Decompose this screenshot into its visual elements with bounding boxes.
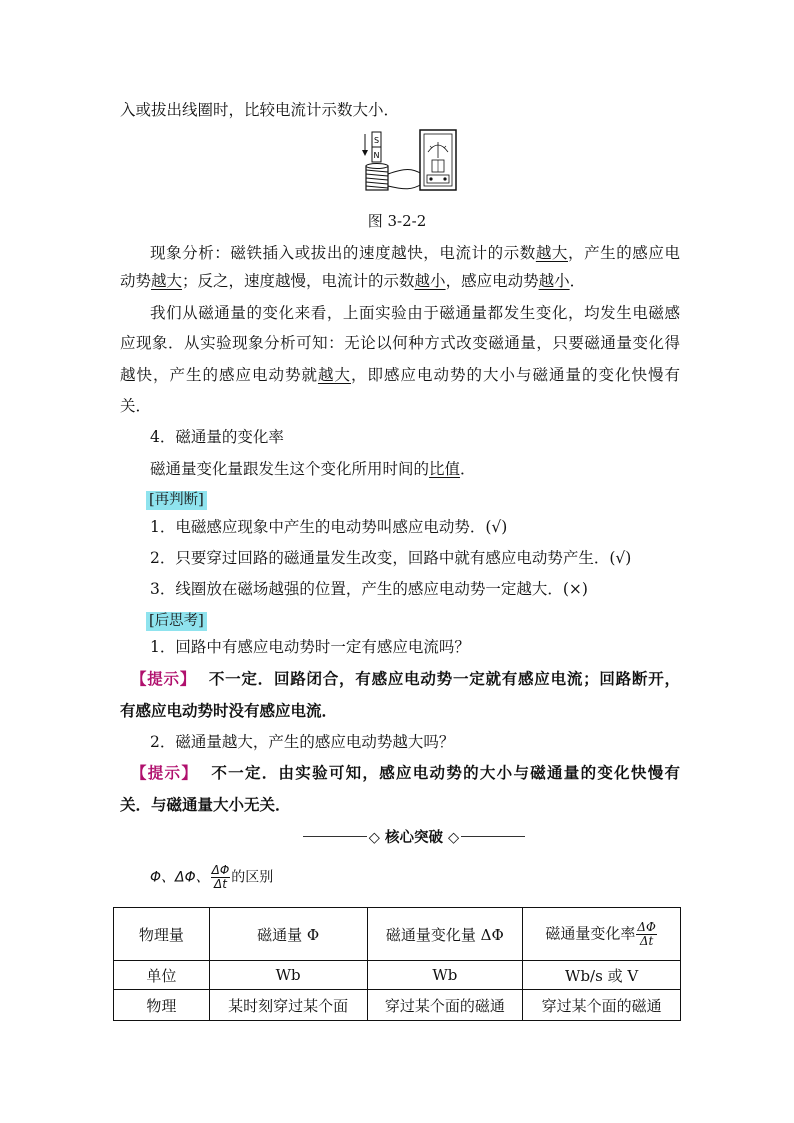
analysis-line-3: 越快，产生的感应电动势就越大，即感应电动势的大小与磁通量的变化快慢有 (120, 366, 680, 384)
table-header: 磁通量变化率 $\frac{\Delta\Phi}{\Delta t}$ (523, 908, 681, 961)
section-4-definition: 磁通量变化量跟发生这个变化所用时间的比值． (150, 460, 476, 478)
table-header-row (114, 908, 681, 961)
magnet-label-n: N (373, 151, 380, 160)
core-breakthrough-divider: ◇ 核心突破 ◇ (303, 826, 525, 847)
magnet-label-s: S (373, 136, 380, 145)
top-line: 入或拔出线圈时，比较电流计示数大小． (120, 101, 400, 119)
table-header: 物理量 (114, 908, 210, 961)
analysis-line-2: 应现象．从实验现象分析可知：无论以何种方式改变磁通量，只要磁通量变化得 (120, 334, 680, 352)
rejudge-item-1: 1．电磁感应现象中产生的电动势叫感应电动势．(√) (150, 518, 508, 536)
table-header: 磁通量 Φ (209, 908, 367, 961)
table-header: 磁通量变化量 ΔΦ (367, 908, 523, 961)
rejudge-item-2: 2．只要穿过回路的磁通量发生改变，回路中就有感应电动势产生．(√) (150, 549, 632, 567)
coil-icon (366, 164, 388, 191)
comparison-table (113, 907, 681, 1021)
figure-caption: 图 3-2-2 (367, 212, 427, 230)
afterthink-question-2: 2．磁通量越大，产生的感应电动势越大吗？ (150, 733, 455, 751)
core-intro: Φ、ΔΦ、 $\frac{\Delta\Phi}{\Delta t}$ 的区别 (150, 863, 274, 891)
galvanometer-icon (420, 130, 456, 190)
phenomenon-line-1: 现象分析：磁铁插入或拔出的速度越快，电流计的示数越大，产生的感应电 (150, 244, 680, 262)
table-row: 单位 Wb Wb Wb/s 或 V (114, 961, 681, 990)
analysis-line-1: 我们从磁通量的变化来看，上面实验由于磁通量都发生变化，均发生电磁感 (150, 304, 680, 322)
afterthink-tag: [后思考] (146, 610, 706, 631)
rejudge-item-3: 3．线圈放在磁场越强的位置，产生的感应电动势一定越大．(×) (150, 580, 588, 598)
afterthink-answer-1-line-2: 有感应电动势时没有感应电流． (120, 701, 338, 720)
section-4-title: 4．磁通量的变化率 (150, 428, 284, 446)
afterthink-answer-2-line-2: 关．与磁通量大小无关． (120, 795, 291, 814)
hint-label: 【提示】 (131, 669, 197, 688)
afterthink-answer-1-line-1: 【提示】 不一定．回路闭合，有感应电动势一定就有感应电流；回路断开， (131, 669, 680, 688)
experiment-figure (360, 128, 460, 194)
afterthink-question-1: 1．回路中有感应电动势时一定有感应电流吗？ (150, 638, 470, 656)
afterthink-answer-2-line-1: 【提示】 不一定．由实验可知，感应电动势的大小与磁通量的变化快慢有 (131, 763, 680, 782)
table-row: 物理 某时刻穿过某个面 穿过某个面的磁通 穿过某个面的磁通 (114, 990, 681, 1021)
rejudge-tag: [再判断] (146, 489, 706, 510)
rate-fraction: $\frac{\Delta\Phi}{\Delta t}$ (211, 863, 230, 891)
magnet-icon (362, 132, 381, 162)
analysis-line-4: 关． (120, 397, 152, 415)
phenomenon-line-2: 动势越大；反之，速度越慢，电流计的示数越小，感应电动势越小． (120, 272, 586, 290)
hint-label: 【提示】 (131, 763, 199, 782)
